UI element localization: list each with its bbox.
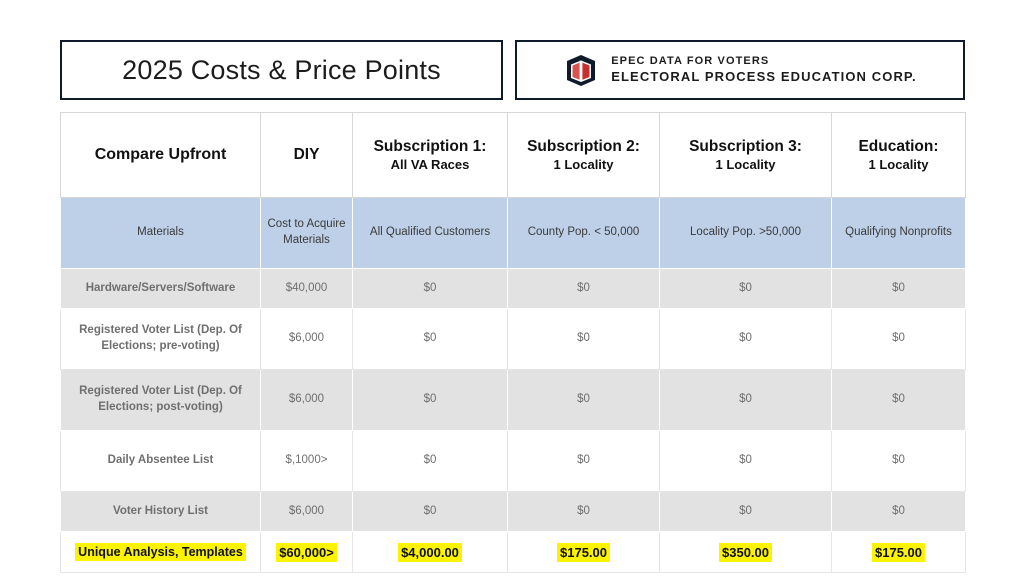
header-cell-compare (61, 113, 261, 198)
table-row (61, 370, 966, 431)
cost-comparison-table (60, 112, 966, 573)
header-main-3: Subscription 2: (527, 138, 640, 156)
subheader-cell-county-pop: County Pop. < 50,000 (508, 198, 660, 269)
row-value: $0 (832, 309, 966, 370)
header-cell-diy (261, 113, 353, 198)
row-value: $0 (660, 269, 832, 309)
row-value: $0 (508, 492, 660, 532)
row-value: $0 (832, 492, 966, 532)
table-header-primary (61, 113, 966, 198)
row-value (832, 532, 966, 573)
table-row (61, 269, 966, 309)
table-row (61, 431, 966, 492)
row-value: $6,000 (261, 309, 353, 370)
row-value: $6,000 (261, 492, 353, 532)
subheader-cell-materials: Materials (61, 198, 261, 269)
header-sub-3: 1 Locality (553, 156, 614, 172)
logo-line-1: EPEC DATA FOR VOTERS (611, 55, 770, 67)
highlight-value: $60,000> (276, 543, 337, 562)
header-row (60, 40, 965, 100)
row-label: Hardware/Servers/Software (61, 269, 261, 309)
header-main-4: Subscription 3: (689, 138, 802, 156)
subheader-cell-all-qualified: All Qualified Customers (353, 198, 508, 269)
highlight-value: $175.00 (872, 543, 925, 562)
row-label: Daily Absentee List (61, 431, 261, 492)
row-value: $0 (353, 492, 508, 532)
organization-logo-box (515, 40, 965, 100)
highlight-value: $175.00 (557, 543, 610, 562)
row-value (508, 532, 660, 573)
row-value: $0 (508, 309, 660, 370)
highlight-label: Unique Analysis, Templates (75, 543, 246, 561)
row-value: $6,000 (261, 370, 353, 431)
row-value: $0 (353, 431, 508, 492)
row-value: $0 (508, 370, 660, 431)
subheader-cell-cost-to-acquire: Cost to Acquire Materials (261, 198, 353, 269)
slide-title-box (60, 40, 503, 100)
row-value (353, 532, 508, 573)
highlight-value: $4,000.00 (398, 543, 462, 562)
row-value: $0 (832, 431, 966, 492)
row-value: $0 (508, 269, 660, 309)
row-value: $40,000 (261, 269, 353, 309)
header-main-2: Subscription 1: (373, 138, 487, 156)
cube-box-icon (563, 52, 599, 88)
row-value: $0 (660, 431, 832, 492)
header-cell-subscription-3 (660, 113, 832, 198)
row-value: $0 (353, 370, 508, 431)
header-cell-subscription-1 (353, 113, 508, 198)
row-label (61, 532, 261, 573)
header-main-1: DIY (293, 146, 320, 164)
row-value: $0 (353, 309, 508, 370)
row-value (261, 532, 353, 573)
highlight-value: $350.00 (719, 543, 772, 562)
table-row-highlight (61, 532, 966, 573)
header-sub-2: All VA Races (390, 156, 470, 172)
row-label: Voter History List (61, 492, 261, 532)
row-label: Registered Voter List (Dep. Of Elections; pre-voting) (61, 309, 261, 370)
logo-text-block (611, 55, 917, 85)
row-value: $0 (508, 431, 660, 492)
header-cell-education (832, 113, 966, 198)
header-main-5: Education: (858, 138, 939, 156)
header-main-0: Compare Upfront (94, 146, 227, 163)
table-row (61, 309, 966, 370)
row-value: $0 (660, 370, 832, 431)
row-value: $0 (353, 269, 508, 309)
row-value: $0 (660, 492, 832, 532)
row-value (660, 532, 832, 573)
header-sub-5: 1 Locality (868, 156, 929, 172)
row-value: $,1000> (261, 431, 353, 492)
row-value: $0 (660, 309, 832, 370)
table-header-secondary (61, 198, 966, 269)
subheader-cell-locality-pop: Locality Pop. >50,000 (660, 198, 832, 269)
header-cell-subscription-2 (508, 113, 660, 198)
header-sub-4: 1 Locality (715, 156, 776, 172)
row-label: Registered Voter List (Dep. Of Elections; post-voting) (61, 370, 261, 431)
row-value: $0 (832, 370, 966, 431)
page-title: 2025 Costs & Price Points (122, 54, 441, 85)
subheader-cell-nonprofits: Qualifying Nonprofits (832, 198, 966, 269)
table-row (61, 492, 966, 532)
logo-line-2: ELECTORAL PROCESS EDUCATION CORP. (611, 68, 917, 84)
row-value: $0 (832, 269, 966, 309)
